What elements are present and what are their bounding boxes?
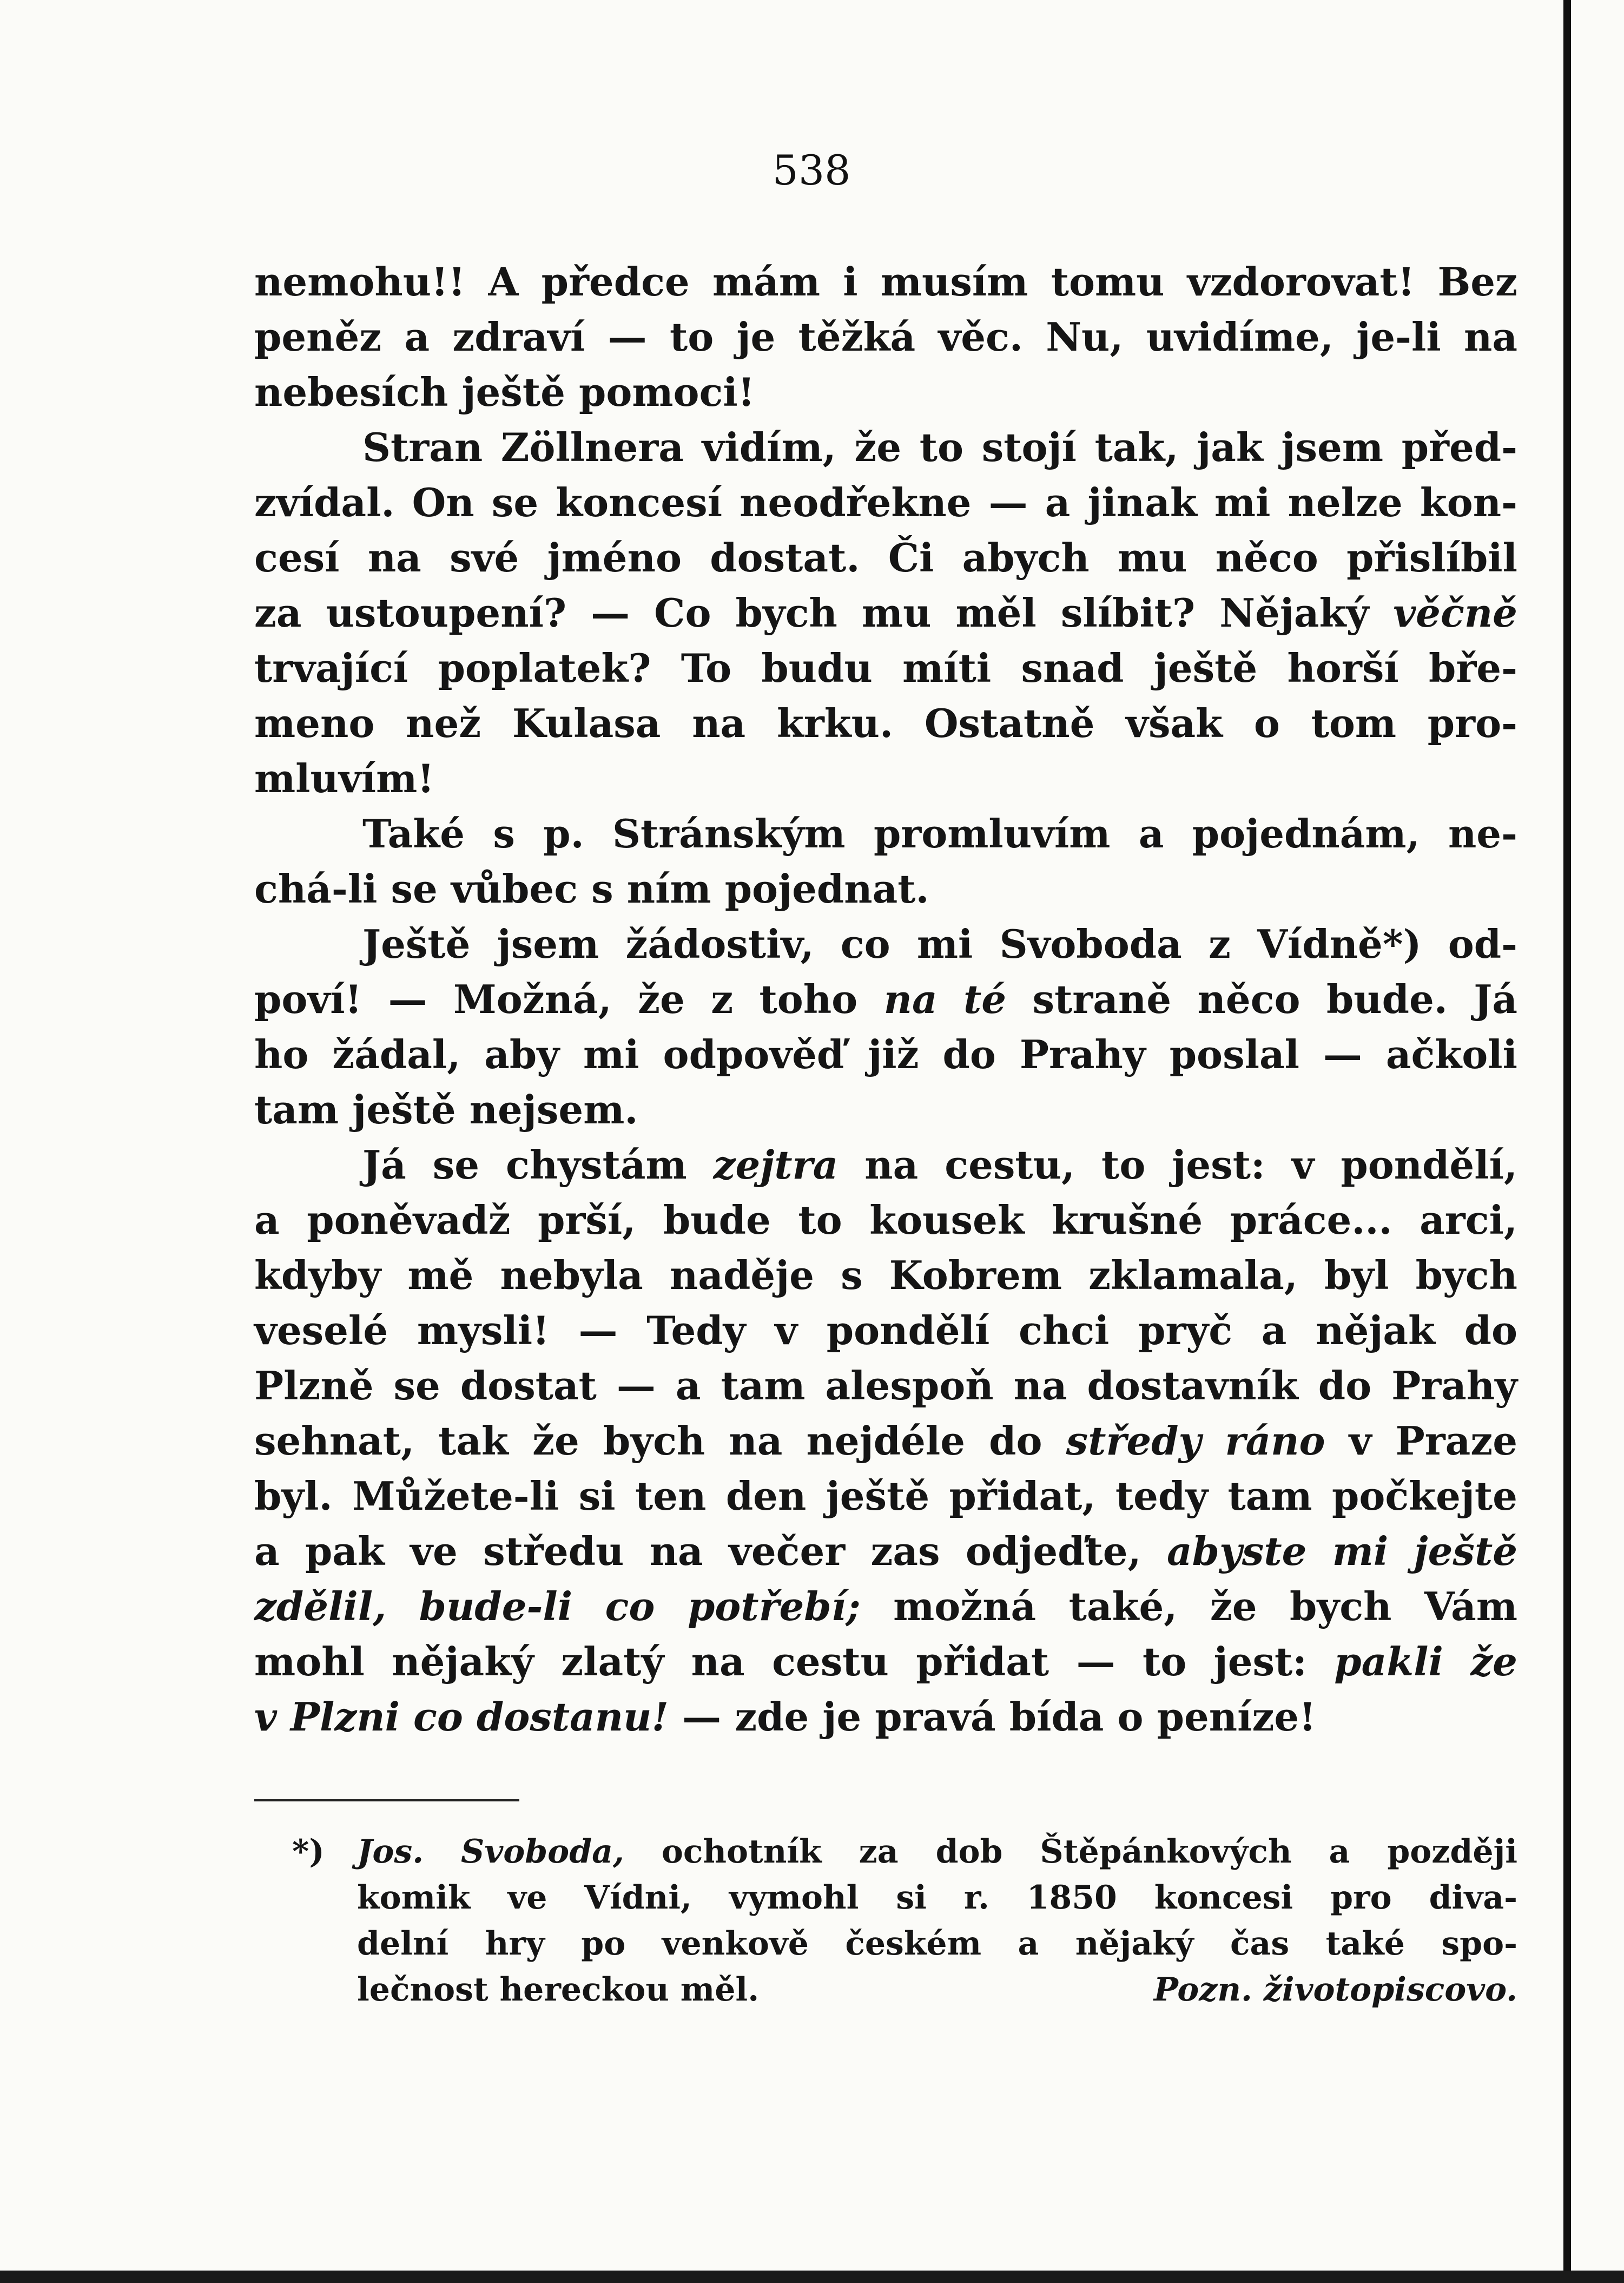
text-line: Také s p. Stránským promluvím a pojednám, ne- <box>362 811 1517 857</box>
text-line: meno než Kulasa na krku. Ostatně však o tom pro- <box>254 700 1517 746</box>
italic-word: zejtra <box>713 1142 839 1188</box>
text-line <box>254 1413 1517 1469</box>
footnote-attribution: Pozn. životopiscovo. <box>1153 1971 1517 2009</box>
scan-edge-right <box>1563 0 1571 2283</box>
text-segment: a pak ve středu na večer zas odjeďte, <box>254 1528 1141 1574</box>
text-segment: možná také, že bych Vám <box>893 1583 1517 1629</box>
text-line <box>254 1634 1517 1689</box>
italic-word: pakli že <box>1334 1639 1517 1685</box>
footnote-line <box>292 1829 1517 1875</box>
footnote-divider <box>254 1799 519 1801</box>
text-line <box>254 972 1517 1027</box>
italic-word: na té <box>883 976 1007 1022</box>
text-line: veselé mysli! — Tedy v pondělí chci pryč a nějak do <box>254 1307 1517 1353</box>
text-line: cesí na své jméno dostat. Či abych mu něco přislíbil <box>254 535 1517 581</box>
italic-word: v Plzni co dostanu! <box>254 1694 669 1740</box>
text-line: peněz a zdraví — to je těžká věc. Nu, uvidíme, je-li na <box>254 314 1517 360</box>
text-line: tam ještě nejsem. <box>254 1087 638 1133</box>
text-line <box>254 585 1517 641</box>
main-text <box>254 254 1517 1745</box>
text-line: Stran Zöllnera vidím, že to stojí tak, jak jsem před- <box>362 424 1517 470</box>
scan-edge-bottom <box>0 2271 1624 2283</box>
text-line <box>254 1137 1517 1193</box>
italic-word: abyste mi ještě <box>1166 1528 1518 1574</box>
text-segment: na cestu, to jest: v pondělí, <box>838 1142 1517 1188</box>
text-segment: za ustoupení? — Co bych mu měl slíbit? Nějaký <box>254 590 1369 636</box>
text-line: a poněvadž prší, bude to kousek krušné práce... arci, <box>254 1197 1517 1243</box>
text-line: ho žádal, aby mi odpověď již do Prahy poslal — ačkoli <box>254 1031 1517 1077</box>
text-segment: Já se chystám <box>362 1142 687 1188</box>
text-segment: lečnost hereckou měl. <box>357 1971 760 2009</box>
footnote <box>292 1829 1517 2013</box>
footnote-line <box>357 1967 1517 2013</box>
text-line: nemohu!! A předce mám i musím tomu vzdorovat! Bez <box>254 259 1517 305</box>
text-line <box>254 1524 1517 1579</box>
page-number: 538 <box>772 146 851 194</box>
italic-word: zdělil, bude-li co potřebí; <box>254 1583 861 1629</box>
footnote-author: Jos. Svoboda, <box>357 1833 624 1871</box>
text-line: zvídal. On se koncesí neodřekne — a jinak mi nelze kon- <box>254 479 1517 525</box>
text-line: nebesích ještě pomoci! <box>254 369 755 415</box>
text-segment: v Praze <box>1325 1418 1517 1464</box>
footnote-mark: *) <box>292 1833 325 1871</box>
text-segment: mohl nějaký zlatý na cestu přidat — to jest: <box>254 1639 1307 1685</box>
text-segment: — <box>669 1694 735 1740</box>
text-line: Plzně se dostat — a tam alespoň na dostavník do Prahy <box>254 1363 1517 1409</box>
footnote-line: delní hry po venkově českém a nějaký čas také spo- <box>357 1925 1517 1963</box>
text-line <box>254 1689 1517 1745</box>
text-segment: sehnat, tak že bych na nejdéle do <box>254 1418 1042 1464</box>
text-line: chá-li se vůbec s ním pojednat. <box>254 866 929 912</box>
italic-word: středy ráno <box>1066 1418 1325 1464</box>
text-line: byl. Můžete-li si ten den ještě přidat, tedy tam počkejte <box>254 1473 1517 1519</box>
text-line: mluvím! <box>254 755 434 801</box>
text-segment: straně něco bude. Já <box>1006 976 1518 1022</box>
text-segment: poví! — Možná, že z toho <box>254 976 858 1022</box>
text-line: Ještě jsem žádostiv, co mi Svoboda z Vídně*) od- <box>362 921 1517 967</box>
text-segment: ochotník za dob Štěpánkových a později <box>624 1833 1517 1871</box>
text-line <box>254 1579 1517 1634</box>
footnote-line: komik ve Vídni, vymohl si r. 1850 koncesi pro diva- <box>357 1879 1517 1917</box>
text-line: trvající poplatek? To budu míti snad ještě horší bře- <box>254 645 1517 691</box>
text-line: kdyby mě nebyla naděje s Kobrem zklamala, byl bych <box>254 1252 1517 1298</box>
text-segment: zde je pravá bída o peníze! <box>735 1694 1316 1740</box>
italic-word: věčně <box>1393 590 1517 636</box>
